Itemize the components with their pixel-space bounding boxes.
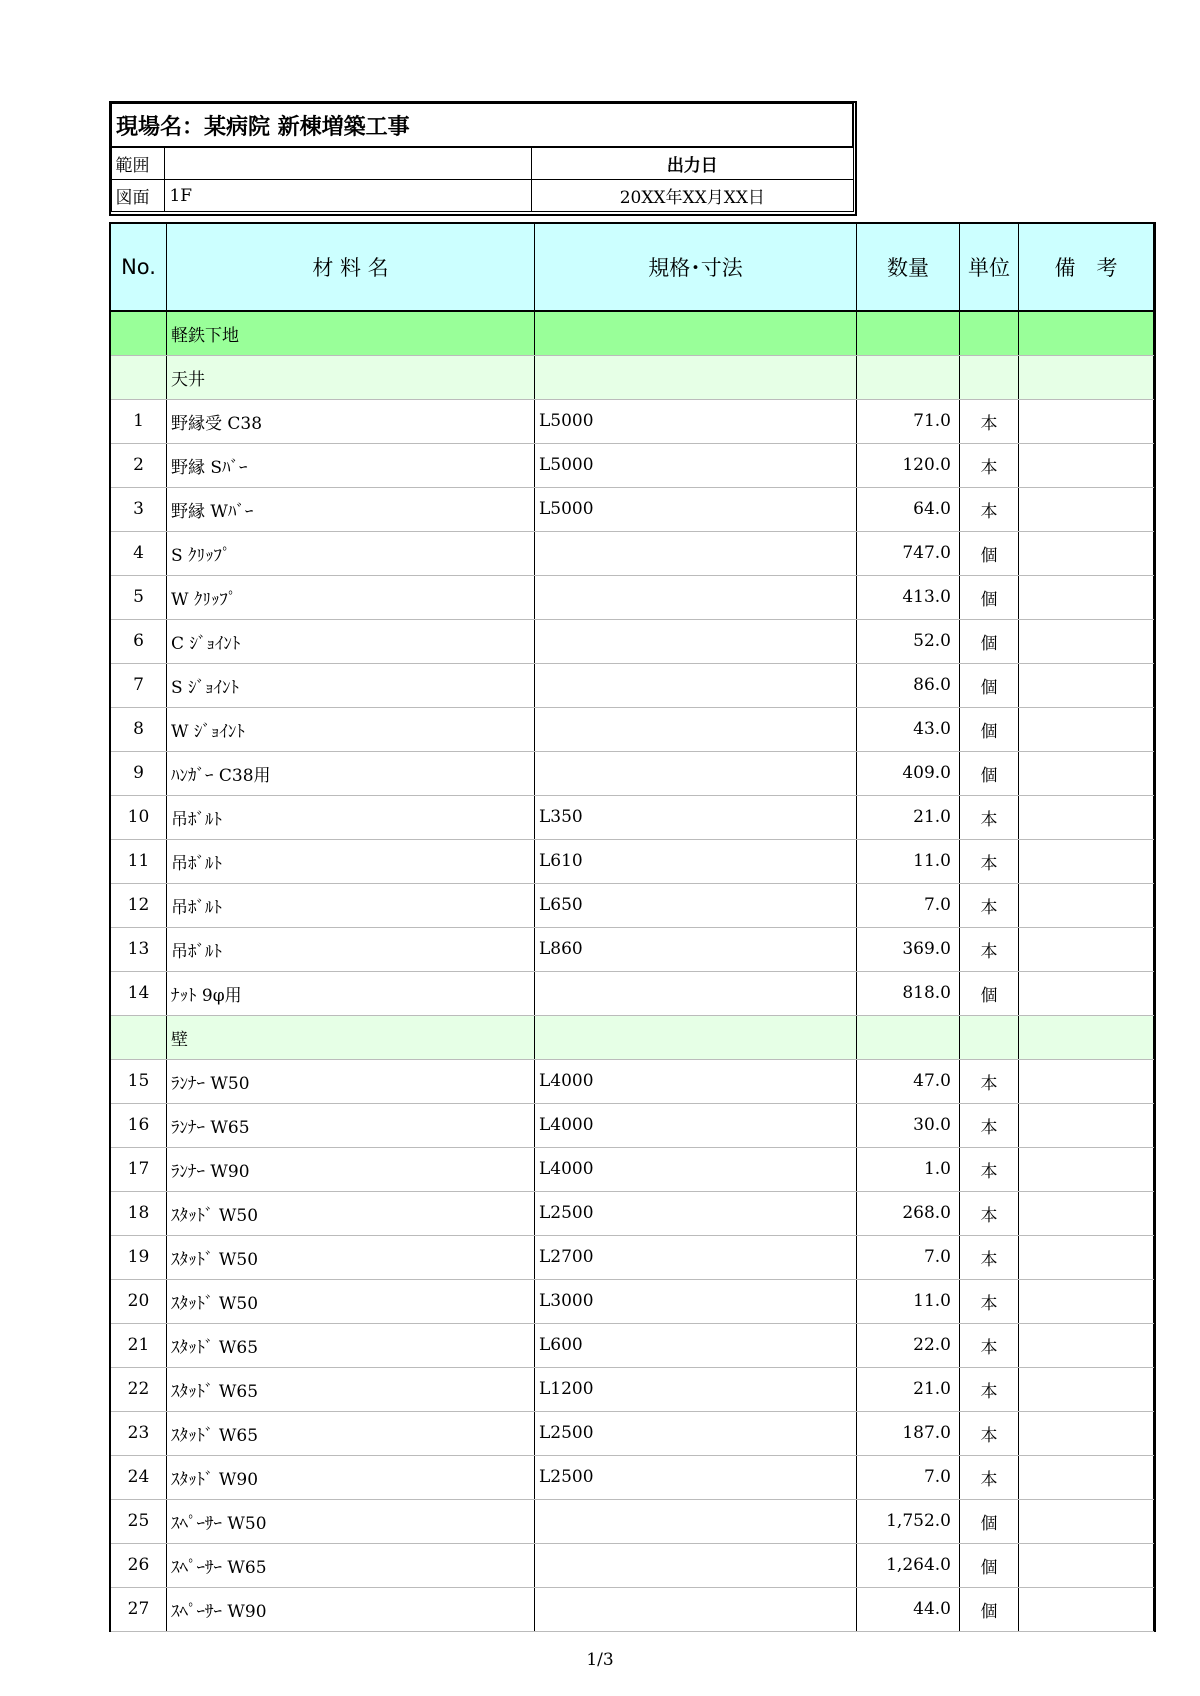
- table-row: [111, 399, 1154, 443]
- row-name: ｽﾀｯﾄﾞ W50: [167, 1279, 535, 1323]
- row-spec: [535, 1587, 857, 1631]
- row-name: 天井: [167, 355, 535, 399]
- row-no: 21: [111, 1323, 167, 1367]
- row-spec: L5000: [535, 487, 857, 531]
- row-spec: [535, 1543, 857, 1587]
- row-no: 17: [111, 1147, 167, 1191]
- row-no: 6: [111, 619, 167, 663]
- row-qty: 1.0: [857, 1147, 960, 1191]
- row-no: 15: [111, 1059, 167, 1103]
- row-no: 24: [111, 1455, 167, 1499]
- drawing-label: 図面: [111, 180, 165, 212]
- output-date-label: 出力日: [532, 147, 853, 180]
- row-name: 軽鉄下地: [167, 311, 535, 355]
- row-name: ﾅｯﾄ 9φ用: [167, 971, 535, 1015]
- row-name: ｽﾀｯﾄﾞ W65: [167, 1323, 535, 1367]
- row-qty: 71.0: [857, 399, 960, 443]
- row-spec: [535, 1499, 857, 1543]
- table-row: [111, 1543, 1154, 1587]
- row-qty: 11.0: [857, 1279, 960, 1323]
- col-name: 材 料 名: [167, 224, 535, 312]
- row-spec: [535, 663, 857, 707]
- table-header-row: [111, 224, 1154, 312]
- row-qty: 7.0: [857, 883, 960, 927]
- row-note: [1019, 443, 1154, 487]
- row-spec: L600: [535, 1323, 857, 1367]
- table-row: [111, 1411, 1154, 1455]
- row-spec: L2500: [535, 1411, 857, 1455]
- row-spec: [535, 311, 857, 355]
- row-name: W ｼﾞｮｲﾝﾄ: [167, 707, 535, 751]
- row-qty: 413.0: [857, 575, 960, 619]
- row-no: 23: [111, 1411, 167, 1455]
- output-date-value: 20XX年XX月XX日: [532, 180, 853, 212]
- row-name: 吊ﾎﾞﾙﾄ: [167, 795, 535, 839]
- table-row: [111, 1103, 1154, 1147]
- row-no: 18: [111, 1191, 167, 1235]
- row-qty: 369.0: [857, 927, 960, 971]
- row-no: 5: [111, 575, 167, 619]
- row-qty: 747.0: [857, 531, 960, 575]
- row-no: 26: [111, 1543, 167, 1587]
- page-number: 1/3: [586, 1650, 614, 1670]
- row-qty: 1,752.0: [857, 1499, 960, 1543]
- row-qty: [857, 311, 960, 355]
- row-note: [1019, 1015, 1154, 1059]
- row-name: 野縁 Wﾊﾞｰ: [167, 487, 535, 531]
- table-row: [111, 927, 1154, 971]
- row-note: [1019, 1543, 1154, 1587]
- row-unit: 本: [960, 1411, 1019, 1455]
- table-row: [111, 1499, 1154, 1543]
- row-spec: L5000: [535, 443, 857, 487]
- row-name: S ｸﾘｯﾌﾟ: [167, 531, 535, 575]
- table-row: [111, 751, 1154, 795]
- row-note: [1019, 487, 1154, 531]
- row-name: S ｼﾞｮｲﾝﾄ: [167, 663, 535, 707]
- row-no: 20: [111, 1279, 167, 1323]
- table-row: [111, 707, 1154, 751]
- row-spec: L650: [535, 883, 857, 927]
- row-unit: 本: [960, 487, 1019, 531]
- category-row: [111, 311, 1154, 355]
- row-name: ｽﾍﾟｰｻｰ W65: [167, 1543, 535, 1587]
- row-note: [1019, 1279, 1154, 1323]
- row-no: [111, 1015, 167, 1059]
- row-spec: L1200: [535, 1367, 857, 1411]
- table-row: [111, 487, 1154, 531]
- table-row: [111, 883, 1154, 927]
- row-no: 3: [111, 487, 167, 531]
- row-spec: L4000: [535, 1103, 857, 1147]
- row-spec: L2500: [535, 1191, 857, 1235]
- row-note: [1019, 1059, 1154, 1103]
- col-note: 備 考: [1019, 224, 1154, 312]
- row-name: ｽﾀｯﾄﾞ W65: [167, 1411, 535, 1455]
- row-no: [111, 355, 167, 399]
- row-note: [1019, 399, 1154, 443]
- col-unit: 単位: [960, 224, 1019, 312]
- row-unit: 本: [960, 1059, 1019, 1103]
- materials-table: [110, 223, 1154, 1632]
- row-unit: 本: [960, 1455, 1019, 1499]
- row-spec: L350: [535, 795, 857, 839]
- row-note: [1019, 751, 1154, 795]
- row-unit: 本: [960, 1191, 1019, 1235]
- range-label: 範囲: [111, 147, 165, 180]
- row-note: [1019, 531, 1154, 575]
- table-row: [111, 619, 1154, 663]
- row-unit: 個: [960, 663, 1019, 707]
- row-unit: 個: [960, 575, 1019, 619]
- row-qty: 21.0: [857, 795, 960, 839]
- row-note: [1019, 1323, 1154, 1367]
- row-spec: [535, 707, 857, 751]
- row-note: [1019, 883, 1154, 927]
- row-no: 22: [111, 1367, 167, 1411]
- row-spec: [535, 575, 857, 619]
- subcategory-row: [111, 1015, 1154, 1059]
- col-qty: 数量: [857, 224, 960, 312]
- header-table: [110, 102, 854, 212]
- row-qty: 268.0: [857, 1191, 960, 1235]
- row-unit: 本: [960, 1147, 1019, 1191]
- row-note: [1019, 1455, 1154, 1499]
- row-unit: 本: [960, 399, 1019, 443]
- row-no: 1: [111, 399, 167, 443]
- row-name: ｽﾀｯﾄﾞ W90: [167, 1455, 535, 1499]
- table-row: [111, 1235, 1154, 1279]
- row-spec: [535, 619, 857, 663]
- row-note: [1019, 1147, 1154, 1191]
- table-row: [111, 839, 1154, 883]
- range-value: [165, 147, 532, 180]
- row-qty: 30.0: [857, 1103, 960, 1147]
- row-unit: 本: [960, 883, 1019, 927]
- table-row: [111, 971, 1154, 1015]
- row-unit: 本: [960, 1323, 1019, 1367]
- row-qty: 409.0: [857, 751, 960, 795]
- row-spec: [535, 1015, 857, 1059]
- row-unit: [960, 355, 1019, 399]
- row-unit: 本: [960, 1367, 1019, 1411]
- row-qty: [857, 355, 960, 399]
- row-unit: 個: [960, 1543, 1019, 1587]
- row-spec: [535, 971, 857, 1015]
- table-row: [111, 795, 1154, 839]
- row-unit: [960, 1015, 1019, 1059]
- row-name: ｽﾍﾟｰｻｰ W50: [167, 1499, 535, 1543]
- row-no: 27: [111, 1587, 167, 1631]
- row-unit: 本: [960, 1279, 1019, 1323]
- row-no: 7: [111, 663, 167, 707]
- table-row: [111, 663, 1154, 707]
- drawing-value: 1F: [165, 180, 532, 212]
- table-row: [111, 1367, 1154, 1411]
- table-row: [111, 443, 1154, 487]
- table-row: [111, 1147, 1154, 1191]
- row-unit: 個: [960, 971, 1019, 1015]
- row-note: [1019, 927, 1154, 971]
- row-spec: [535, 355, 857, 399]
- col-no: No.: [111, 224, 167, 312]
- row-qty: 7.0: [857, 1235, 960, 1279]
- row-unit: 本: [960, 927, 1019, 971]
- row-note: [1019, 839, 1154, 883]
- row-note: [1019, 1103, 1154, 1147]
- row-note: [1019, 1499, 1154, 1543]
- row-spec: L2500: [535, 1455, 857, 1499]
- row-qty: 64.0: [857, 487, 960, 531]
- row-name: W ｸﾘｯﾌﾟ: [167, 575, 535, 619]
- row-qty: 11.0: [857, 839, 960, 883]
- row-note: [1019, 1191, 1154, 1235]
- row-qty: 187.0: [857, 1411, 960, 1455]
- table-row: [111, 1279, 1154, 1323]
- row-unit: 個: [960, 1499, 1019, 1543]
- table-row: [111, 1191, 1154, 1235]
- row-note: [1019, 575, 1154, 619]
- row-no: 12: [111, 883, 167, 927]
- row-no: [111, 311, 167, 355]
- row-qty: 52.0: [857, 619, 960, 663]
- row-no: 11: [111, 839, 167, 883]
- row-note: [1019, 1367, 1154, 1411]
- row-name: ｽﾀｯﾄﾞ W50: [167, 1235, 535, 1279]
- row-name: C ｼﾞｮｲﾝﾄ: [167, 619, 535, 663]
- row-name: ｽﾀｯﾄﾞ W65: [167, 1367, 535, 1411]
- row-qty: 120.0: [857, 443, 960, 487]
- row-spec: L5000: [535, 399, 857, 443]
- row-note: [1019, 707, 1154, 751]
- row-spec: L2700: [535, 1235, 857, 1279]
- row-name: 吊ﾎﾞﾙﾄ: [167, 927, 535, 971]
- row-note: [1019, 1235, 1154, 1279]
- subcategory-row: [111, 355, 1154, 399]
- row-name: 吊ﾎﾞﾙﾄ: [167, 883, 535, 927]
- row-unit: 本: [960, 443, 1019, 487]
- row-name: 吊ﾎﾞﾙﾄ: [167, 839, 535, 883]
- row-no: 9: [111, 751, 167, 795]
- row-unit: 本: [960, 1235, 1019, 1279]
- row-no: 13: [111, 927, 167, 971]
- table-row: [111, 575, 1154, 619]
- row-unit: 個: [960, 1587, 1019, 1631]
- row-spec: L4000: [535, 1147, 857, 1191]
- col-spec: 規格･寸法: [535, 224, 857, 312]
- row-name: 野縁 Sﾊﾞｰ: [167, 443, 535, 487]
- row-spec: L4000: [535, 1059, 857, 1103]
- row-unit: 本: [960, 839, 1019, 883]
- row-qty: 21.0: [857, 1367, 960, 1411]
- row-spec: L860: [535, 927, 857, 971]
- row-name: 野縁受 C38: [167, 399, 535, 443]
- row-name: ﾗﾝﾅｰ W65: [167, 1103, 535, 1147]
- row-qty: 44.0: [857, 1587, 960, 1631]
- row-qty: 1,264.0: [857, 1543, 960, 1587]
- row-no: 4: [111, 531, 167, 575]
- row-note: [1019, 619, 1154, 663]
- row-qty: [857, 1015, 960, 1059]
- row-qty: 22.0: [857, 1323, 960, 1367]
- row-unit: [960, 311, 1019, 355]
- row-note: [1019, 971, 1154, 1015]
- row-no: 10: [111, 795, 167, 839]
- row-note: [1019, 355, 1154, 399]
- table-row: [111, 1587, 1154, 1631]
- table-row: [111, 1323, 1154, 1367]
- row-unit: 個: [960, 707, 1019, 751]
- row-no: 2: [111, 443, 167, 487]
- row-qty: 7.0: [857, 1455, 960, 1499]
- row-no: 8: [111, 707, 167, 751]
- site-name: 現場名：某病院 新棟増築工事: [111, 103, 853, 147]
- row-qty: 818.0: [857, 971, 960, 1015]
- row-spec: [535, 531, 857, 575]
- row-no: 19: [111, 1235, 167, 1279]
- row-qty: 47.0: [857, 1059, 960, 1103]
- row-unit: 個: [960, 619, 1019, 663]
- row-note: [1019, 795, 1154, 839]
- row-note: [1019, 663, 1154, 707]
- row-name: ｽﾀｯﾄﾞ W50: [167, 1191, 535, 1235]
- row-spec: [535, 751, 857, 795]
- table-row: [111, 1455, 1154, 1499]
- table-row: [111, 1059, 1154, 1103]
- row-spec: L3000: [535, 1279, 857, 1323]
- row-unit: 本: [960, 795, 1019, 839]
- row-note: [1019, 1587, 1154, 1631]
- row-qty: 86.0: [857, 663, 960, 707]
- row-note: [1019, 311, 1154, 355]
- row-no: 14: [111, 971, 167, 1015]
- row-name: 壁: [167, 1015, 535, 1059]
- row-spec: L610: [535, 839, 857, 883]
- row-qty: 43.0: [857, 707, 960, 751]
- row-name: ﾗﾝﾅｰ W50: [167, 1059, 535, 1103]
- row-no: 16: [111, 1103, 167, 1147]
- row-unit: 個: [960, 531, 1019, 575]
- row-unit: 本: [960, 1103, 1019, 1147]
- row-note: [1019, 1411, 1154, 1455]
- row-name: ﾗﾝﾅｰ W90: [167, 1147, 535, 1191]
- row-unit: 個: [960, 751, 1019, 795]
- table-row: [111, 531, 1154, 575]
- row-name: ﾊﾝｶﾞｰ C38用: [167, 751, 535, 795]
- row-name: ｽﾍﾟｰｻｰ W90: [167, 1587, 535, 1631]
- row-no: 25: [111, 1499, 167, 1543]
